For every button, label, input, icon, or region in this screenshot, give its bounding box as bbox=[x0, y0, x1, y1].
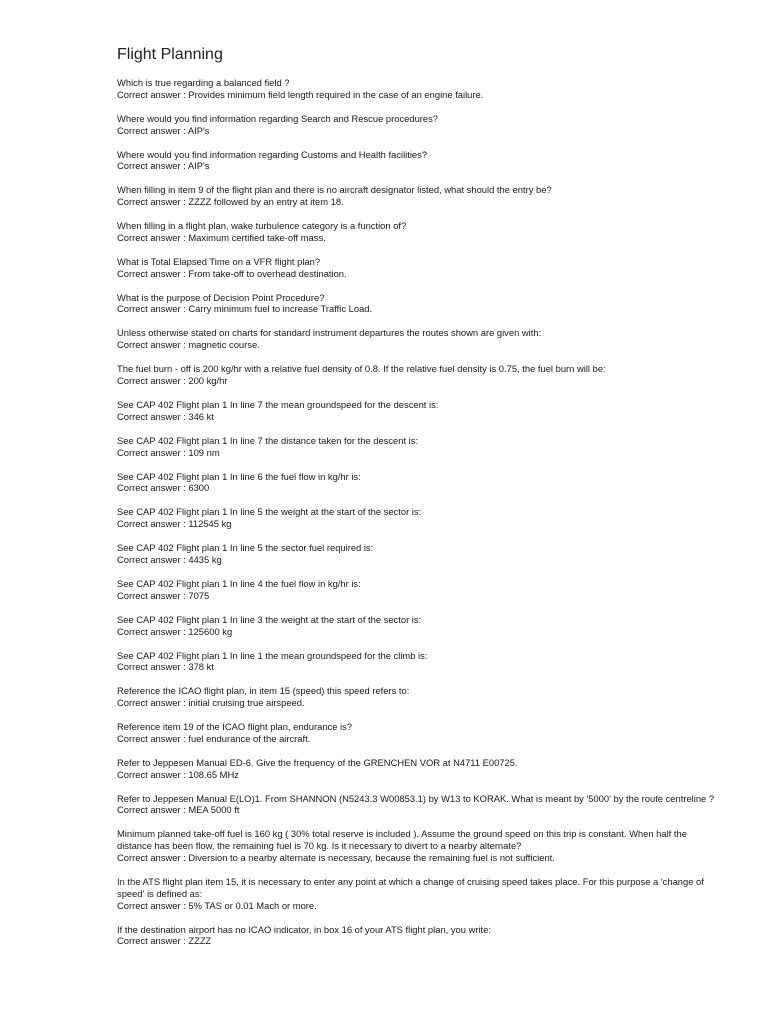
document-page bbox=[117, 44, 717, 959]
qa-item bbox=[117, 506, 717, 530]
question-text: When filling in a flight plan, wake turbulence category is a function of? bbox=[117, 220, 407, 232]
question-text: Which is true regarding a balanced field ? bbox=[117, 77, 290, 88]
question-text: See CAP 402 Flight plan 1 In line 5 the sector fuel required is: bbox=[117, 542, 374, 554]
qa-item bbox=[117, 327, 717, 351]
qa-item bbox=[117, 149, 717, 173]
answer-text: Correct answer : 7075 bbox=[117, 589, 210, 601]
question-text: See CAP 402 Flight plan 1 In line 1 the mean groundspeed for the climb is: bbox=[117, 649, 428, 661]
qa-item bbox=[117, 256, 717, 280]
qa-item bbox=[117, 685, 717, 709]
answer-text: Correct answer : Provides minimum field length required in the case of an engine failure. bbox=[117, 88, 484, 100]
question-text: In the ATS flight plan item 15, it is necessary to enter any point at which a change of cruising speed takes place. For this purpose a 'change of speed' is defined as: bbox=[117, 875, 704, 899]
question-text: See CAP 402 Flight plan 1 In line 5 the weight at the start of the sector is: bbox=[117, 506, 422, 518]
answer-text: Correct answer : From take-off to overhead destination. bbox=[117, 267, 347, 279]
question-text: See CAP 402 Flight plan 1 In line 4 the fuel flow in kg/hr is: bbox=[117, 577, 361, 589]
question-text: Refer to Jeppesen Manual ED-6. Give the frequency of the GRENCHEN VOR at N4711 E00725. bbox=[117, 756, 518, 768]
page-title: Flight Planning bbox=[117, 46, 223, 63]
answer-text: Correct answer : initial cruising true airspeed. bbox=[117, 697, 305, 709]
qa-item bbox=[117, 113, 717, 137]
qa-item bbox=[117, 650, 717, 674]
answer-text: Correct answer : magnetic course. bbox=[117, 339, 260, 351]
qa-item bbox=[117, 793, 717, 817]
answer-text: Correct answer : 108.65 MHz bbox=[117, 768, 239, 780]
answer-text: Correct answer : Carry minimum fuel to increase Traffic Load. bbox=[117, 303, 373, 315]
qa-item bbox=[117, 435, 717, 459]
question-text: Refer to Jeppesen Manual E(LO)1. From SHANNON (N5243.3 W00853.1) by W13 to KORAK. What is meant by '5000' by the route centreline ? bbox=[117, 792, 715, 804]
qa-item bbox=[117, 184, 717, 208]
answer-text: Correct answer : 4435 kg bbox=[117, 553, 222, 565]
question-text: The fuel burn - off is 200 kg/hr with a relative fuel density of 0.8. If the relative fuel density is 0.75, the fuel burn will be: bbox=[117, 363, 606, 375]
qa-item bbox=[117, 471, 717, 495]
question-text: What is Total Elapsed Time on a VFR flight plan? bbox=[117, 255, 321, 267]
question-text: Where would you find information regarding Search and Rescue procedures? bbox=[117, 112, 439, 124]
question-text: See CAP 402 Flight plan 1 In line 3 the weight at the start of the sector is: bbox=[117, 613, 422, 625]
answer-text: Correct answer : fuel endurance of the aircraft. bbox=[117, 732, 311, 744]
answer-text: Correct answer : AIP's bbox=[117, 160, 210, 172]
question-text: Reference the ICAO flight plan, in item 15 (speed) this speed refers to: bbox=[117, 685, 410, 697]
qa-item bbox=[117, 614, 717, 638]
qa-item bbox=[117, 578, 717, 602]
qa-item bbox=[117, 220, 717, 244]
question-text: Reference item 19 of the ICAO flight plan, endurance is? bbox=[117, 721, 353, 733]
question-text: See CAP 402 Flight plan 1 In line 7 the distance taken for the descent is: bbox=[117, 434, 419, 446]
qa-item bbox=[117, 876, 717, 911]
answer-text: Correct answer : 6300 bbox=[117, 482, 210, 494]
answer-text: Correct answer : 378 kt bbox=[117, 661, 214, 673]
question-text: Where would you find information regarding Customs and Health facilities? bbox=[117, 148, 428, 160]
qa-item bbox=[117, 363, 717, 387]
answer-text: Correct answer : Diversion to a nearby alternate is necessary, because the remaining fuel is not sufficient. bbox=[117, 852, 555, 863]
answer-text: Correct answer : ZZZZ followed by an entry at item 18. bbox=[117, 196, 344, 208]
qa-item bbox=[117, 721, 717, 745]
question-text: See CAP 402 Flight plan 1 In line 6 the fuel flow in kg/hr is: bbox=[117, 470, 361, 482]
answer-text: Correct answer : AIP's bbox=[117, 124, 210, 136]
answer-text: Correct answer : 346 kt bbox=[117, 410, 214, 422]
question-text: Minimum planned take-off fuel is 160 kg ( 30% total reserve is included ). Assume the ground speed on this trip is constant. When half the distance has been flow, the remaining fuel is 70 kg. Is it necessary to divert to a nearby alternate? bbox=[117, 828, 687, 852]
answer-text: Correct answer : 112545 kg bbox=[117, 518, 232, 530]
answer-text: Correct answer : Maximum certified take-off mass. bbox=[117, 231, 326, 243]
answer-text: Correct answer : 109 nm bbox=[117, 446, 220, 458]
qa-list bbox=[117, 77, 717, 947]
qa-item bbox=[117, 828, 717, 863]
answer-text: Correct answer : 125600 kg bbox=[117, 625, 233, 637]
qa-item bbox=[117, 77, 717, 101]
question-text: Unless otherwise stated on charts for standard instrument departures the routes shown are given with: bbox=[117, 327, 542, 339]
qa-item bbox=[117, 542, 717, 566]
answer-text: Correct answer : ZZZZ bbox=[117, 935, 212, 947]
qa-item bbox=[117, 924, 717, 948]
answer-text: Correct answer : MEA 5000 ft bbox=[117, 804, 240, 816]
question-text: If the destination airport has no ICAO indicator, in box 16 of your ATS flight plan, you write: bbox=[117, 923, 491, 935]
qa-item bbox=[117, 757, 717, 781]
answer-text: Correct answer : 200 kg/hr bbox=[117, 375, 228, 387]
answer-text: Correct answer : 5% TAS or 0.01 Mach or more. bbox=[117, 899, 317, 911]
qa-item bbox=[117, 399, 717, 423]
question-text: When filling in item 9 of the flight plan and there is no aircraft designator listed, what should the entry be? bbox=[117, 184, 552, 196]
question-text: See CAP 402 Flight plan 1 In line 7 the mean groundspeed for the descent is: bbox=[117, 399, 439, 411]
question-text: What is the purpose of Decision Point Procedure? bbox=[117, 291, 325, 303]
qa-item bbox=[117, 292, 717, 316]
